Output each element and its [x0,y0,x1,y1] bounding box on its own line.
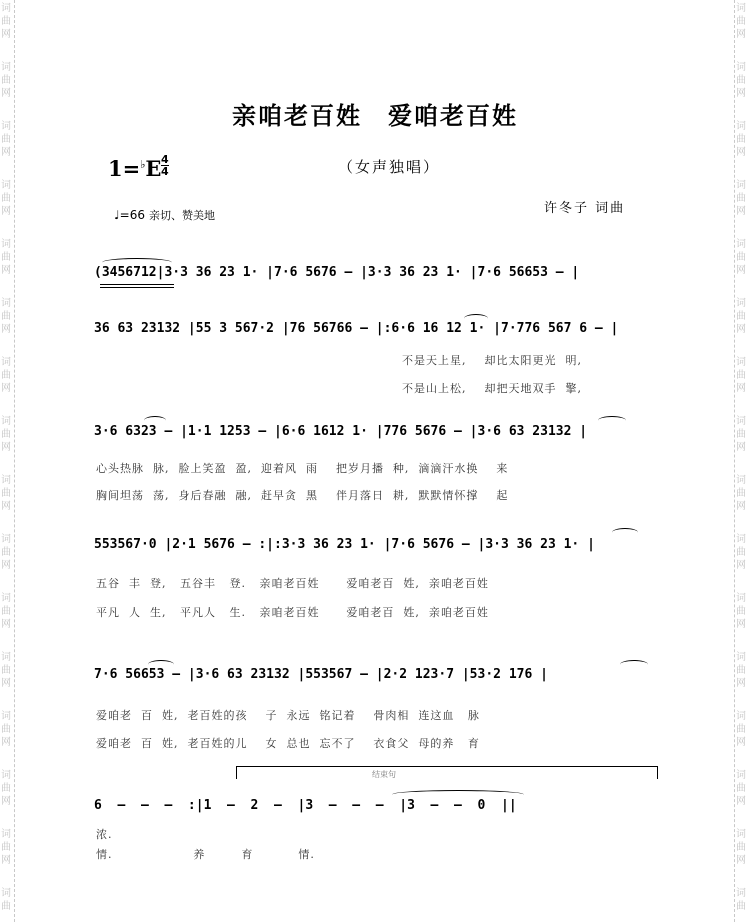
watermark-char: 网 [736,383,746,394]
watermark-char: 网 [736,265,746,276]
watermark-char: 词 [736,534,746,545]
watermark-char: 词 [736,652,746,663]
tie [392,790,524,799]
lyric-row-6-verse-1: 浓. [96,828,113,841]
watermark-char: 网 [1,855,11,866]
ending-label: 结束句 [372,770,396,779]
watermark-char: 曲 [1,75,11,86]
watermark-char: 曲 [736,606,746,617]
watermark-char: 词 [736,121,746,132]
watermark-char: 网 [736,88,746,99]
watermark-char: 曲 [1,370,11,381]
watermark-char: 网 [1,501,11,512]
notation-row-1: (3456712|3·3 36 23 1· |7·6 5676 – |3·3 36 23 1· |7·6 56653 – | [94,265,580,280]
notation-row-6: 6 – – – :|1 – 2 – |3 – – – |3 – – 0 || [94,798,517,813]
watermark-char: 曲 [736,75,746,86]
title-part-2: 爱咱老百姓 [388,101,518,130]
slur [598,416,626,425]
ending-bracket [236,766,658,779]
watermark-char: 曲 [1,16,11,27]
watermark-char: 曲 [736,783,746,794]
watermark-char: 曲 [736,547,746,558]
watermark-char: 曲 [736,842,746,853]
watermark-char: 词 [1,534,11,545]
key-signature: 1=♭E [108,156,162,181]
watermark-char: 网 [1,383,11,394]
tempo-marking: ♩=66 亲切、赞美地 [114,208,215,222]
watermark-char: 网 [736,855,746,866]
slur [612,528,638,537]
watermark-char: 曲 [1,134,11,145]
watermark-char: 词 [736,62,746,73]
watermark-char: 词 [1,829,11,840]
watermark-char: 网 [1,560,11,571]
watermark-char: 网 [1,147,11,158]
lyric-row-4-verse-2: 平凡 人 生, 平凡人 生. 亲咱老百姓 爱咱老百 姓, 亲咱老百姓 [96,606,489,619]
lyric-row-5-verse-1: 爱咱老 百 姓, 老百姓的孩 子 永远 铭记着 骨肉相 连这血 脉 [96,709,480,722]
watermark-char: 网 [1,265,11,276]
notation-row-3: 3·6 6323 – |1·1 1253 – |6·6 1612 1· |776 5676 – |3·6 63 23132 | [94,424,588,439]
watermark-char: 词 [1,475,11,486]
title-part-1: 亲咱老百姓 [232,101,362,130]
watermark-char: 曲 [1,488,11,499]
watermark-char: 网 [736,560,746,571]
watermark-char: 词 [736,180,746,191]
watermark-char: 词 [736,416,746,427]
lyric-row-3-verse-2: 胸间坦荡 荡, 身后春融 融, 赶早贪 黑 伴月落日 耕, 默默情怀撑 起 [96,489,509,502]
watermark-char: 词 [1,652,11,663]
watermark-char: 网 [1,29,11,40]
watermark-char: 曲 [736,134,746,145]
watermark-char: 词 [1,593,11,604]
watermark-char: 词 [1,298,11,309]
watermark-char: 曲 [1,724,11,735]
watermark-char: 网 [736,206,746,217]
watermark-char: 曲 [736,252,746,263]
watermark-char: 曲 [736,429,746,440]
watermark-char: 曲 [736,193,746,204]
slur [464,314,488,323]
watermark-char: 网 [736,324,746,335]
lyric-row-2-verse-2: 不是山上松, 却把天地双手 擎, [402,382,582,395]
watermark-char: 词 [1,711,11,722]
watermark-char: 网 [736,619,746,630]
watermark-char: 网 [736,442,746,453]
author-credit: 许冬子 词曲 [544,201,626,216]
watermark-char: 曲 [1,311,11,322]
watermark-char: 曲 [1,547,11,558]
slur [144,416,166,425]
watermark-char: 网 [1,619,11,630]
beam [100,287,174,288]
watermark-char: 网 [736,501,746,512]
watermark-char: 网 [736,29,746,40]
watermark-char: 曲 [736,901,746,912]
lyric-row-2-verse-1: 不是天上星, 却比太阳更光 明, [402,354,582,367]
watermark-char: 网 [1,324,11,335]
watermark-char: 网 [1,206,11,217]
watermark-char: 曲 [736,311,746,322]
watermark-char: 词 [1,888,11,899]
watermark-char: 词 [736,357,746,368]
time-signature: 4 4 [161,153,169,178]
slur [102,258,172,267]
lyric-row-4-verse-1: 五谷 丰 登, 五谷丰 登. 亲咱老百姓 爱咱老百 姓, 亲咱老百姓 [96,577,489,590]
watermark-char: 网 [736,796,746,807]
watermark-char: 词 [736,711,746,722]
watermark-char: 词 [736,475,746,486]
watermark-char: 曲 [736,724,746,735]
lyric-row-3-verse-1: 心头热脉 脉, 脸上笑盈 盈, 迎着风 雨 把岁月播 种, 滴滴汗水换 来 [96,462,509,475]
watermark-char: 词 [736,3,746,14]
watermark-char: 曲 [1,665,11,676]
watermark-char: 词 [1,180,11,191]
watermark-char: 网 [736,678,746,689]
song-title [0,96,750,131]
notation-row-2: 36 63 23132 |55 3 567·2 |76 56766 – |:6·6 16 12 1· |7·776 567 6 – | [94,321,619,336]
watermark-char: 曲 [736,16,746,27]
watermark-char: 曲 [1,901,11,912]
watermark-char: 词 [1,357,11,368]
watermark-char: 网 [736,147,746,158]
lyric-row-6-verse-2: 情. 养 育 情. [96,848,315,861]
watermark-char: 词 [1,416,11,427]
watermark-strip-right [734,0,749,922]
watermark-char: 词 [1,121,11,132]
watermark-char: 词 [736,888,746,899]
watermark-char: 曲 [1,783,11,794]
watermark-char: 词 [1,239,11,250]
watermark-strip-left [0,0,15,922]
watermark-char: 词 [1,3,11,14]
watermark-char: 词 [736,770,746,781]
watermark-char: 曲 [1,842,11,853]
slur [148,660,174,669]
watermark-char: 网 [1,88,11,99]
beam [100,284,174,285]
watermark-char: 词 [1,62,11,73]
watermark-char: 曲 [1,606,11,617]
watermark-char: 词 [1,770,11,781]
performance-note: （女声独唱） [338,158,441,176]
lyric-row-5-verse-2: 爱咱老 百 姓, 老百姓的儿 女 总也 忘不了 衣食父 母的养 育 [96,737,480,750]
notation-row-4: 553567·0 |2·1 5676 – :|:3·3 36 23 1· |7·6 5676 – |3·3 36 23 1· | [94,537,595,552]
watermark-char: 词 [736,829,746,840]
watermark-char: 网 [1,678,11,689]
watermark-char: 曲 [736,488,746,499]
watermark-char: 词 [736,239,746,250]
watermark-char: 网 [1,442,11,453]
watermark-char: 词 [736,298,746,309]
notation-row-5: 7·6 56653 – |3·6 63 23132 |553567 – |2·2 123·7 |53·2 176 | [94,667,548,682]
watermark-char: 网 [1,737,11,748]
watermark-char: 网 [1,796,11,807]
watermark-char: 曲 [1,429,11,440]
watermark-char: 曲 [736,370,746,381]
watermark-char: 词 [736,593,746,604]
watermark-char: 曲 [1,193,11,204]
watermark-char: 曲 [736,665,746,676]
watermark-char: 网 [736,737,746,748]
slur [620,660,648,669]
watermark-char: 曲 [1,252,11,263]
